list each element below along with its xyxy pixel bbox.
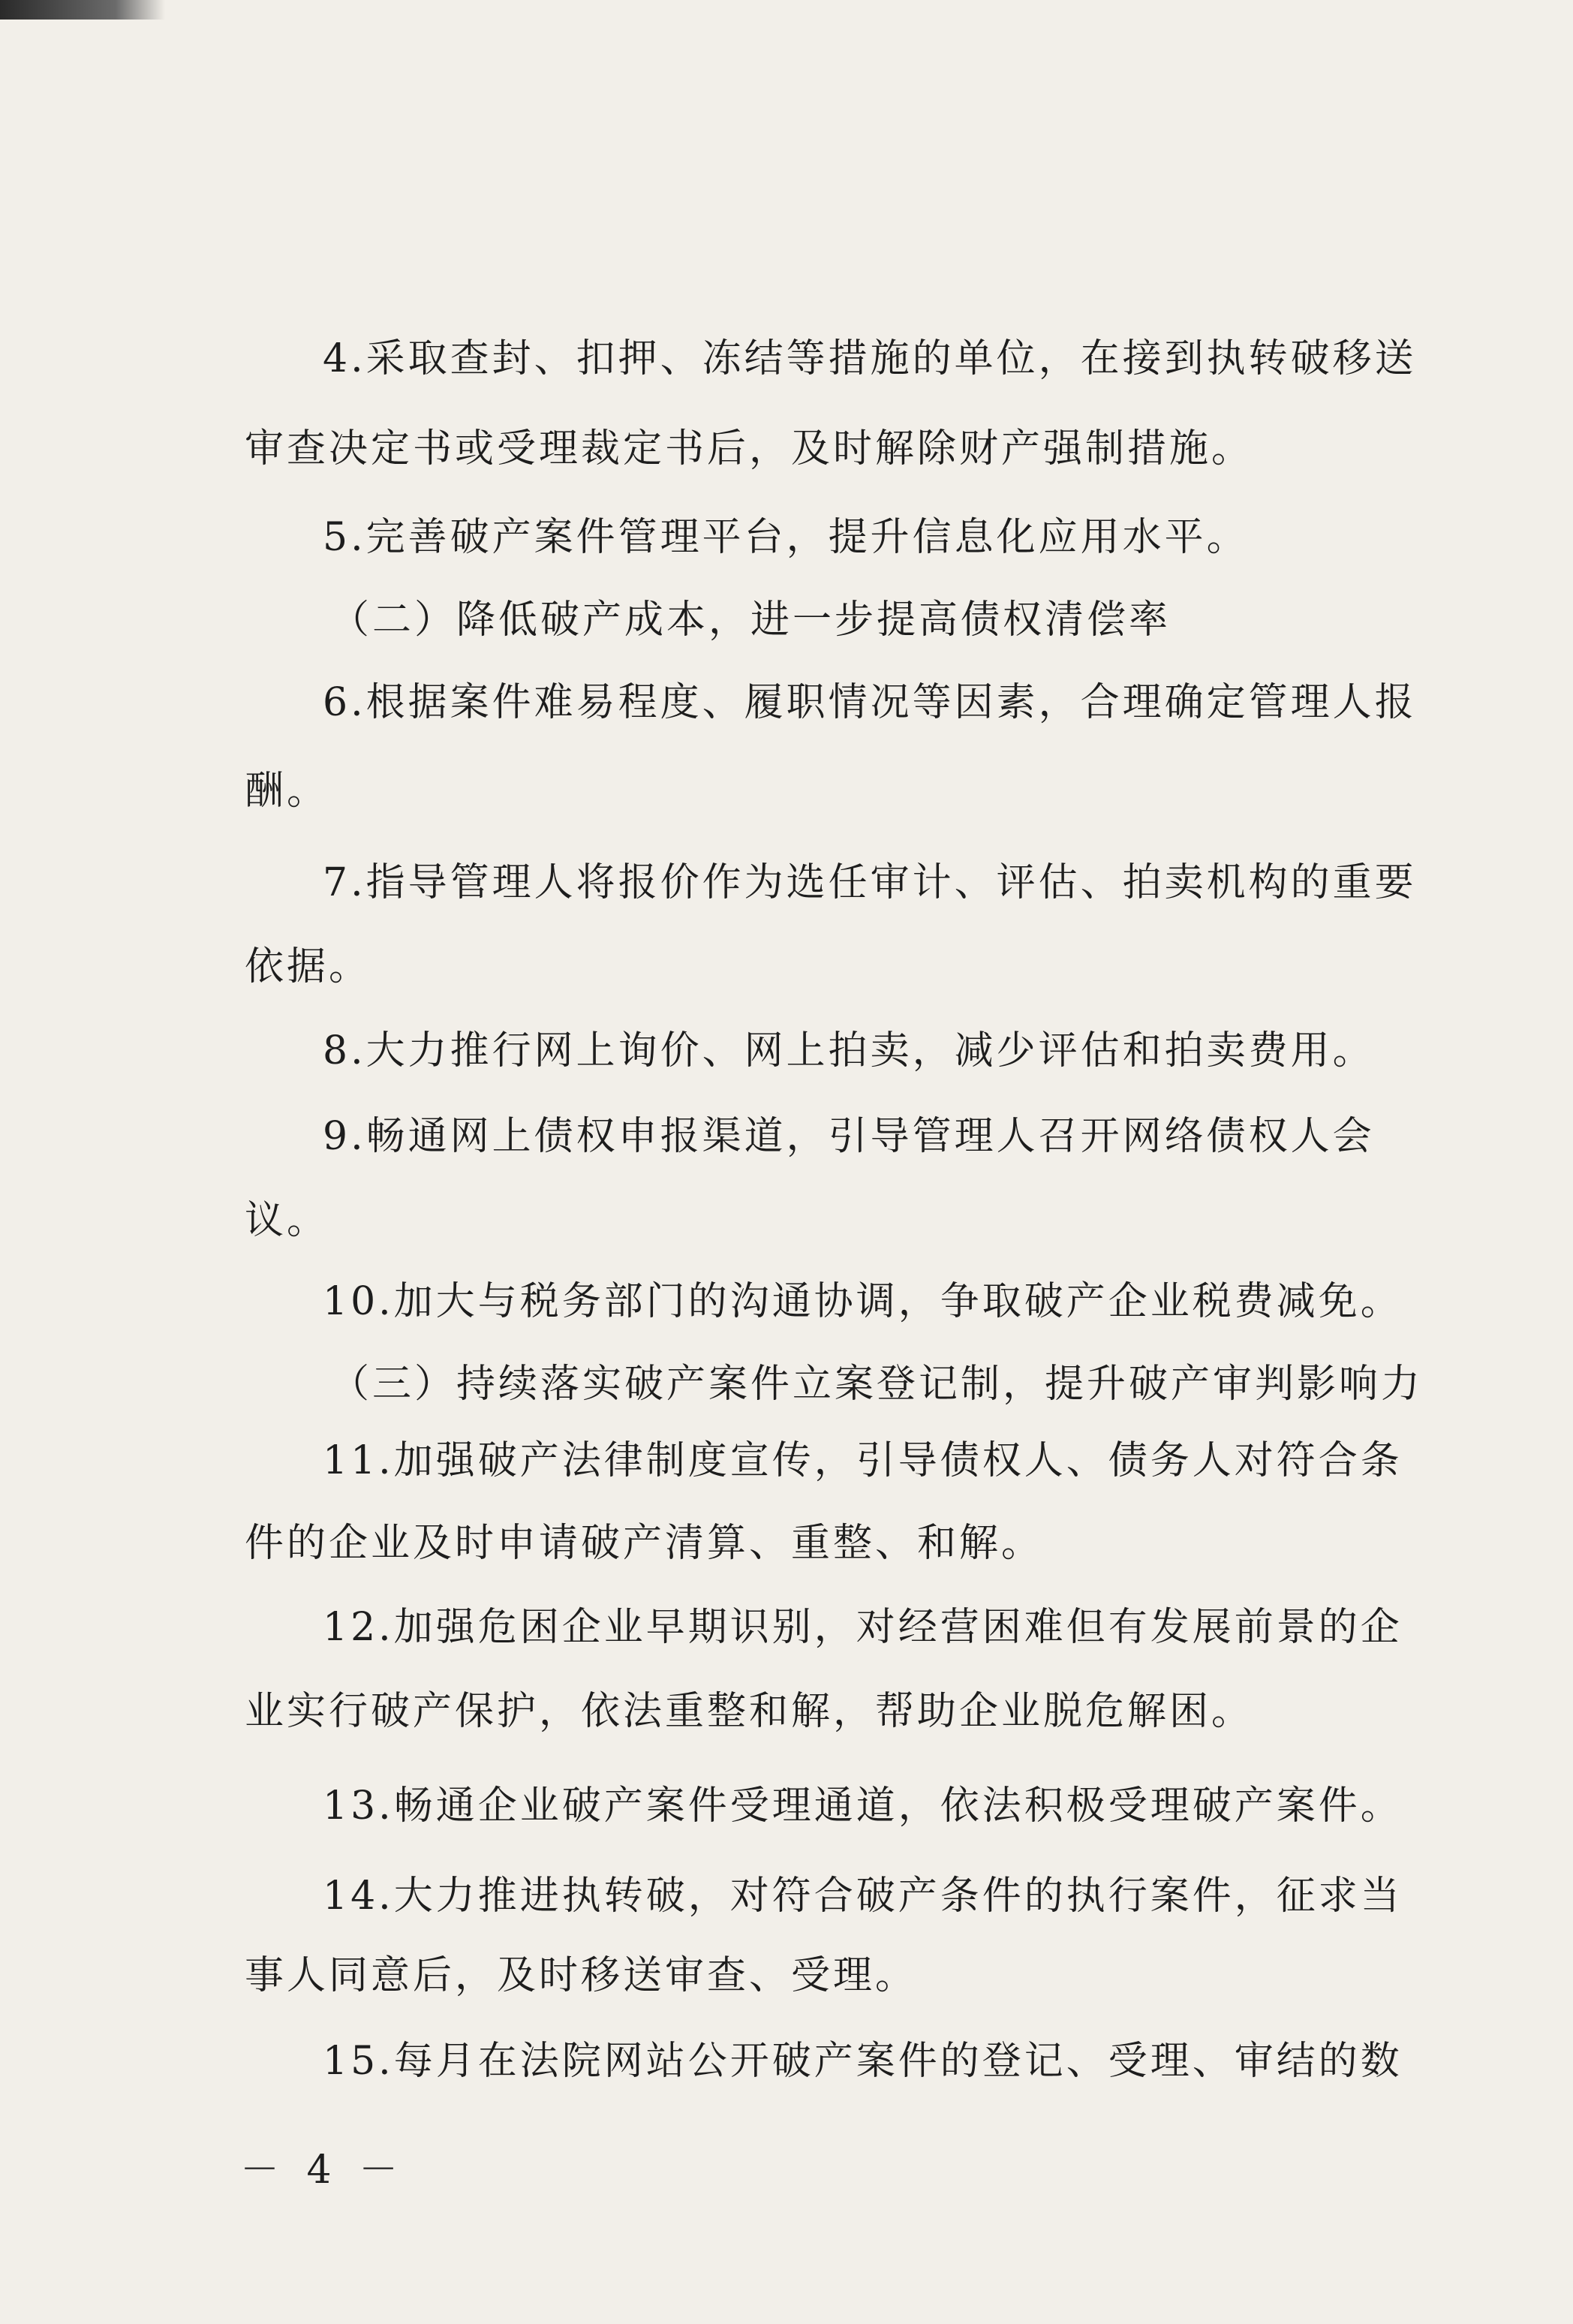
paragraph-line: 14.大力推进执转破，对符合破产条件的执行案件，征求当 (323, 1874, 1403, 1919)
paragraph-line: 15.每月在法院网站公开破产案件的登记、受理、审结的数 (323, 2039, 1403, 2084)
paragraph-line: 4.采取查封、扣押、冻结等措施的单位，在接到执转破移送 (323, 336, 1417, 381)
page-number: － 4 － (240, 2148, 406, 2193)
paragraph-line: 12.加强危困企业早期识别，对经营困难但有发展前景的企 (323, 1605, 1403, 1650)
paragraph-line: 11.加强破产法律制度宣传，引导债权人、债务人对符合条 (323, 1438, 1403, 1483)
paragraph-line: 酬。 (245, 769, 329, 814)
paragraph-line: 13.畅通企业破产案件受理通道，依法积极受理破产案件。 (323, 1784, 1403, 1829)
section-heading: （三）持续落实破产案件立案登记制，提升破产审判影响力 (330, 1362, 1424, 1407)
paragraph-line: 审查决定书或受理裁定书后，及时解除财产强制措施。 (245, 426, 1254, 471)
paragraph-line: 7.指导管理人将报价作为选任审计、评估、拍卖机构的重要 (323, 860, 1417, 905)
paragraph-line: 事人同意后，及时移送审查、受理。 (245, 1953, 918, 1998)
section-heading: （二）降低破产成本，进一步提高债权清偿率 (330, 598, 1171, 643)
paragraph-line: 10.加大与税务部门的沟通协调，争取破产企业税费减免。 (323, 1279, 1403, 1324)
paragraph-line: 业实行破产保护，依法重整和解，帮助企业脱危解困。 (245, 1689, 1254, 1734)
paragraph-line: 件的企业及时申请破产清算、重整、和解。 (245, 1521, 1044, 1566)
paragraph-line: 9.畅通网上债权申报渠道，引导管理人召开网络债权人会 (323, 1114, 1375, 1159)
paragraph-line: 6.根据案件难易程度、履职情况等因素，合理确定管理人报 (323, 680, 1417, 725)
paragraph-line: 议。 (245, 1198, 329, 1243)
paragraph-line: 5.完善破产案件管理平台，提升信息化应用水平。 (323, 515, 1249, 560)
paragraph-line: 依据。 (245, 944, 371, 989)
scan-shadow-corner (0, 0, 165, 20)
paragraph-line: 8.大力推行网上询价、网上拍卖，减少评估和拍卖费用。 (323, 1028, 1375, 1073)
